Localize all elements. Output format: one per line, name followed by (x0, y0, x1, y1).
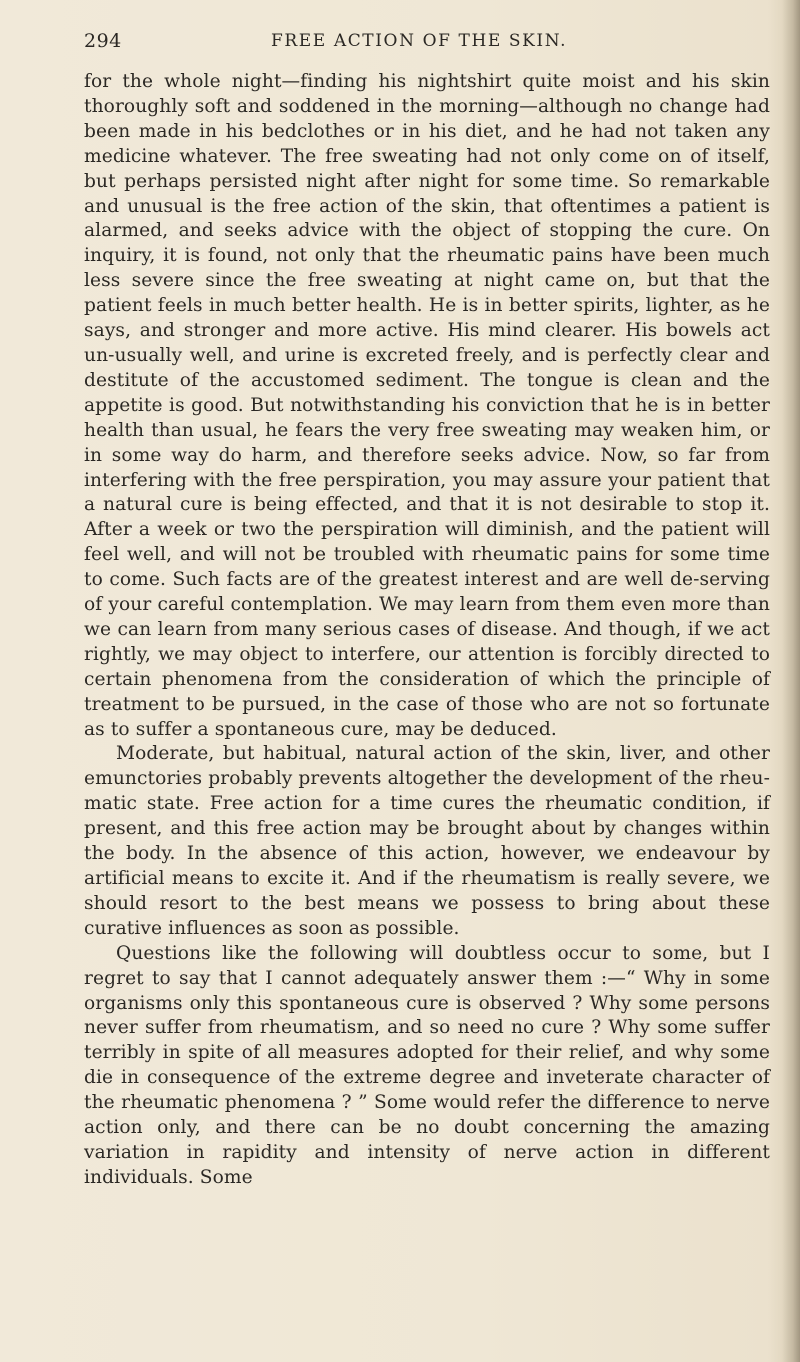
paragraph-continued: for the whole night—finding his nightshirt quite moist and his skin thoroughly soft and soddened in the morning—although no change had been made in his bedclothes or in his diet, and he had not taken any medicine whatever. The free sweating had not only come on of itself, but perhaps persisted night after night for some time. So remarkable and unusual is the free action of the skin, that oftentimes a patient is alarmed, and seeks advice with the object of stopping the cure. On inquiry, it is found, not only that the rheumatic pains have been much less severe since the free sweating at night came on, but that the patient feels in much better health. He is in better spirits, lighter, as he says, and stronger and more active. His mind clearer. His bowels act un-usually well, and urine is excreted freely, and is perfectly clear and destitute of the accustomed sediment. The tongue is clean and the appetite is good. But notwithstanding his conviction that he is in better health than usual, he fears the very free sweating may weaken him, or in some way do harm, and therefore seeks advice. Now, so far from interfering with the free perspiration, you may assure your patient that a natural cure is being effected, and that it is not desirable to stop it. After a week or two the perspiration will diminish, and the patient will feel well, and will not be troubled with rheumatic pains for some time to come. Such facts are of the greatest interest and are well de-serving of your careful contemplation. We may learn from them even more than we can learn from many serious cases of disease. And though, if we act rightly, we may object to interfere, our attention is forcibly directed to certain phenomena from the consideration of which the principle of treatment to be pursued, in the case of those who are not so fortunate as to suffer a spontaneous cure, may be deduced. (84, 71, 770, 740)
body-text (84, 70, 770, 1191)
page-edge-shadow (782, 0, 800, 1362)
page-number: 294 (84, 30, 122, 52)
paragraph-questions: Questions like the following will doubtless occur to some, but I regret to say that I cannot adequately answer them :—“ Why in some organisms only this spontaneous cure is observed ? Why some persons never suffer from rheumatism, and so need no cure ? Why some suffer terribly in spite of all measures adopted for their relief, and why some die in consequence of the extreme degree and inveterate character of the rheumatic phenomena ? ” Some would refer the difference to nerve action only, and there can be no doubt concerning the amazing variation in rapidity and intensity of nerve action in different individuals. Some (84, 942, 770, 1188)
paragraph-moderate-action: Moderate, but habitual, natural action of the skin, liver, and other emunctories probably prevents altogether the development of the rheu-matic state. Free action for a time cures the rheumatic condition, if present, and this free action may be brought about by changes within the body. In the absence of this action, however, we endeavour by artificial means to excite it. And if the rheumatism is really severe, we should resort to the best means we possess to bring about these curative influences as soon as possible. (84, 743, 770, 939)
running-title: FREE ACTION OF THE SKIN. (271, 31, 568, 51)
running-head (84, 30, 770, 54)
